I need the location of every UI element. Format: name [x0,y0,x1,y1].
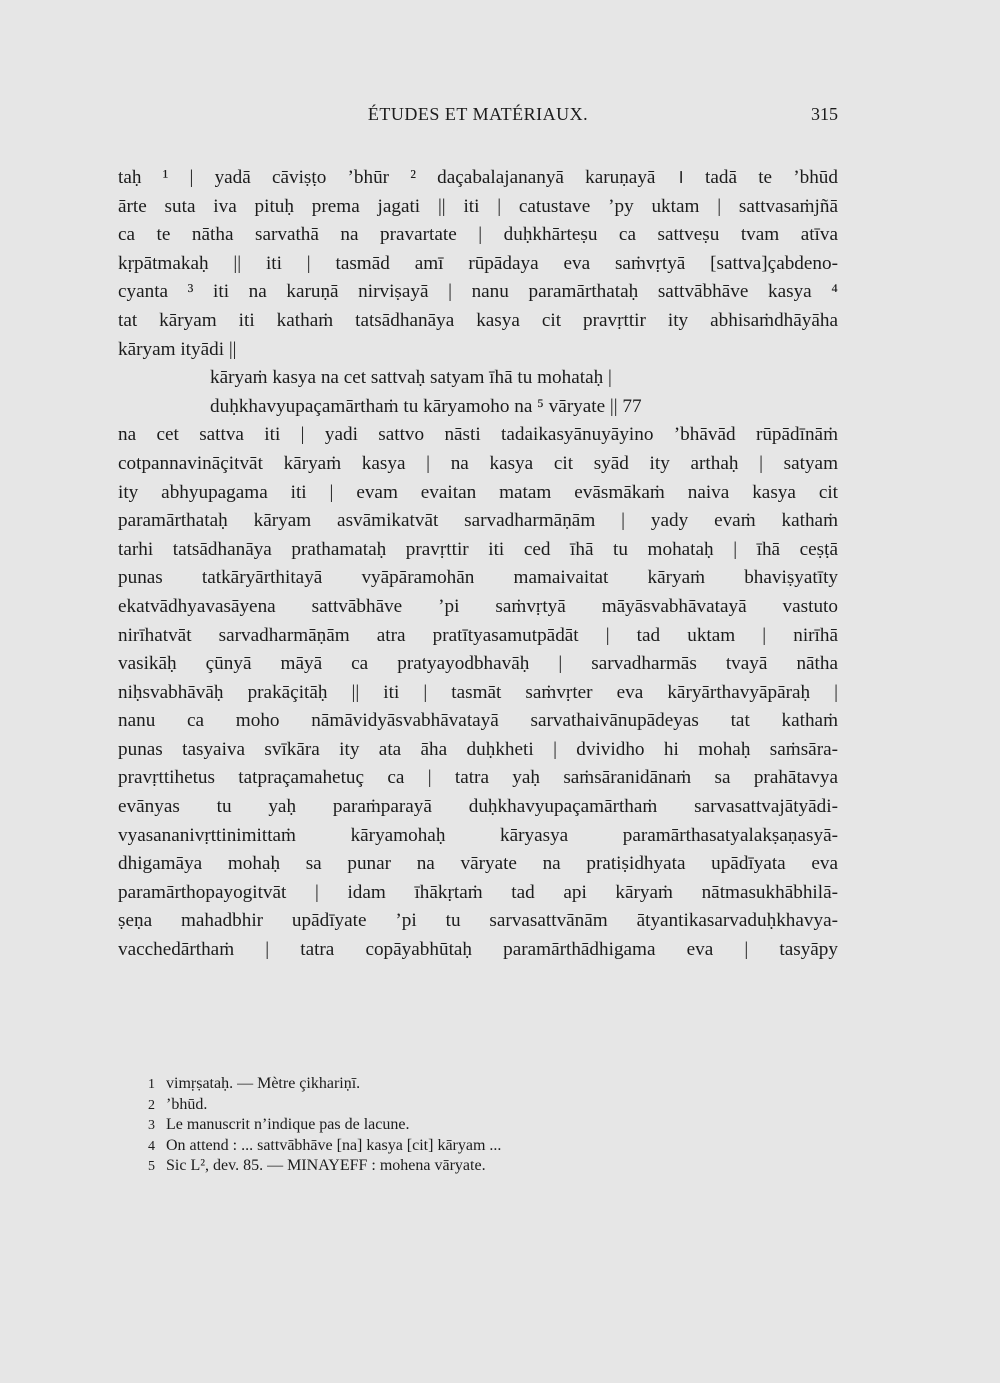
footnote-number: 2 [148,1097,155,1113]
footnote-number: 3 [148,1118,155,1133]
text-line: ṣeṇa mahadbhir upādīyate ’pi tu sarvasattvānām ātyantikasarvaduḥkhavya- [118,910,838,932]
text-line: vasikāḥ çūnyā māyā ca pratyayodbhavāḥ | sarvadharmās tvayā nātha [118,653,838,675]
verse-line: kāryaṁ kasya na cet sattvaḥ satyam īhā tu mohataḥ | [210,367,612,389]
text-line: ity abhyupagama iti | evam evaitan matam evāsmākaṁ naiva kasya cit [118,481,838,503]
text-line: tat kāryam iti kathaṁ tatsādhanāya kasya cit pravṛttir ity abhisaṁdhāyāha [118,309,838,331]
text-line: vacchedārthaṁ | tatra copāyabhūtaḥ paramārthādhigama eva | tasyāpy [118,939,838,961]
text-line: vyasananivṛttinimittaṁ kāryamohaḥ kāryasya paramārthasatyalakṣaṇasyā- [118,824,838,846]
footnotes [148,1074,668,1177]
text-line: kṛpātmakaḥ || iti | tasmād amī rūpādaya eva saṁvṛtyā [sattva]çabdeno- [118,252,838,274]
text-line: punas tatkāryārthitayā vyāpāramohān mamaivaitat kāryaṁ bhaviṣyatīty [118,567,838,589]
text-line: punas tasyaiva svīkāra ity ata āha duḥkheti | dvividho hi mohaḥ saṁsāra- [118,738,838,760]
text-line: tarhi tatsādhanāya prathamataḥ pravṛttir iti ced īhā tu mohataḥ | īhā ceṣṭā [118,538,838,560]
footnote [148,1074,668,1095]
footnote-text: vimṛṣataḥ. — Mètre çikhariṇī. [166,1075,361,1092]
text-line: dhigamāya mohaḥ sa punar na vāryate na pratiṣidhyata upādīyata eva [118,853,838,875]
footnote [148,1095,668,1116]
text-line: cyanta ³ iti na karuṇā nirviṣayā | nanu paramārthataḥ sattvābhāve kasya ⁴ [118,281,838,303]
footnote-text: ’bhūd. [166,1095,208,1113]
footnote-text: On attend : ... sattvābhāve [na] kasya [cit] kāryam ... [166,1136,502,1154]
text-line: cotpannavināçitvāt kāryaṁ kasya | na kasya cit syād ity arthaḥ | satyam [118,452,838,474]
text-line: evānyas tu yaḥ paraṁparayā duḥkhavyupaçamārthaṁ sarvasattvajātyādi- [118,796,838,818]
footnote [148,1136,668,1157]
footnote-text: Le manuscrit n’indique pas de lacune. [166,1116,410,1133]
running-title: ÉTUDES ET MATÉRIAUX. [367,104,589,124]
text-line: nanu ca moho nāmāvidyāsvabhāvatayā sarvathaivānupādeyas tat kathaṁ [118,710,838,732]
footnote-text: Sic L², dev. 85. — MINAYEFF : mohena vāryate. [166,1157,486,1174]
text-line: ekatvādhyavasāyena sattvābhāve ’pi saṁvṛtyā māyāsvabhāvatayā vastuto [118,595,838,617]
text-line: na cet sattva iti | yadi sattvo nāsti tadaikasyānuyāyino ’bhāvād rūpādīnāṁ [118,424,838,446]
footnote-number: 5 [148,1159,155,1174]
text-line: niḥsvabhāvāḥ prakāçitāḥ || iti | tasmāt saṁvṛter eva kāryārthavyāpāraḥ | [118,681,838,703]
text-line: ārte suta iva pituḥ prema jagati || iti | catustave ’py uktam | sattvasaṁjñā [118,195,838,217]
text-line: kāryam ityādi || [118,338,237,360]
footnote [148,1115,668,1136]
footnote-number: 1 [148,1077,155,1092]
text-line: ca te nātha sarvathā na pravartate | duḥkhārteṣu ca sattveṣu tvam atīva [118,224,838,246]
footnote-number: 4 [148,1138,155,1154]
verse-line: duḥkhavyupaçamārthaṁ tu kāryamoho na ⁵ vāryate || 77 [210,395,642,417]
text-line: paramārthataḥ kāryam asvāmikatvāt sarvadharmāṇām | yady evaṁ kathaṁ [118,510,838,532]
text-line: taḥ ¹ | yadā cāviṣṭo ’bhūr ² daçabalajananyā karuṇayā । tadā te ’bhūd [118,167,838,188]
text-line: nirīhatvāt sarvadharmāṇām atra pratītyasamutpādāt | tad uktam | nirīhā [118,624,838,646]
footnote [148,1156,668,1177]
running-header [118,104,838,134]
main-text [118,164,838,965]
text-line: pravṛttihetus tatpraçamahetuç ca | tatra yaḥ saṁsāranidānaṁ sa prahātavya [118,767,838,789]
text-line: paramārthopayogitvāt | idam īhākṛtaṁ tad api kāryaṁ nātmasukhābhilā- [118,881,838,903]
page-number: 315 [811,104,838,124]
